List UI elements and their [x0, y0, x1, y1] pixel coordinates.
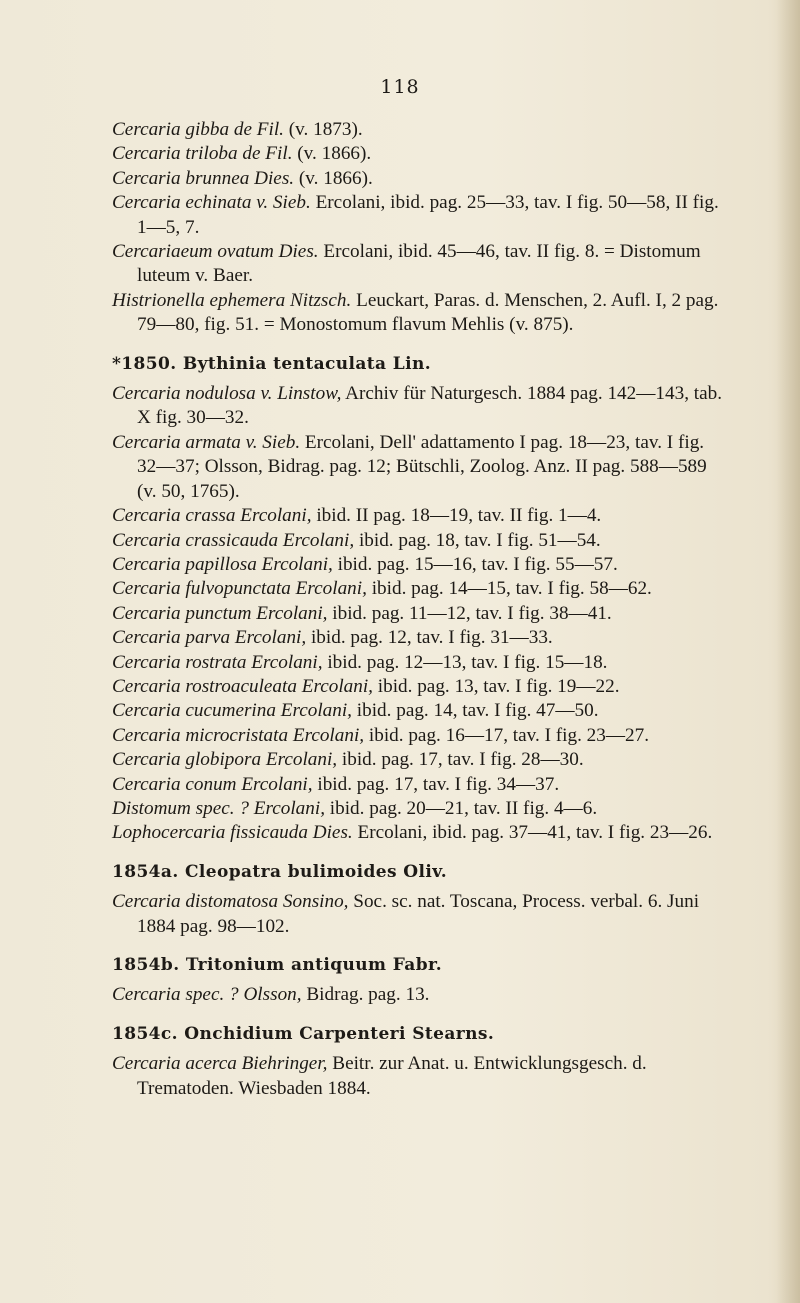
citation-reference: Archiv für Naturgesch. 1884 pag. 142—143, tab. X fig. 30—32.: [137, 383, 723, 429]
bibliography-entry: [112, 191, 724, 240]
citation-reference: Ercolani, ibid. pag. 25—33, tav. I fig. 50—58, II fig. 1—5, 7.: [137, 192, 719, 238]
citation-reference: ibid. pag. 12, tav. I fig. 31—33.: [306, 627, 553, 649]
bibliography-entry: [112, 577, 724, 601]
citation-reference: ibid. II pag. 18—19, tav. II fig. 1—4.: [311, 505, 602, 527]
species-name: Cercaria parva Ercolani,: [112, 627, 307, 649]
bibliography-entry: [112, 240, 724, 289]
citation-reference: Ercolani, ibid. 45—46, tav. II fig. 8. = Distomum luteum v. Baer.: [137, 241, 701, 287]
citation-reference: ibid. pag. 12—13, tav. I fig. 15—18.: [322, 651, 608, 673]
bibliography-entry: [112, 797, 724, 821]
host-species-heading: 1854c. Onchidium Carpenteri Stearns.: [112, 1023, 495, 1044]
citation-reference: Ercolani, ibid. pag. 37—41, tav. I fig. 23—26.: [352, 822, 713, 844]
bibliography-entry: [112, 748, 724, 772]
species-name: Cercaria globipora Ercolani,: [112, 749, 338, 771]
citation-reference: ibid. pag. 14, tav. I fig. 47—50.: [351, 700, 599, 722]
species-name: Cercaria cucumerina Ercolani,: [112, 700, 352, 722]
bibliography-entry: [112, 675, 724, 699]
bibliography-entry: [112, 431, 724, 504]
citation-reference: Bidrag. pag. 13.: [301, 984, 430, 1006]
citation-reference: Soc. sc. nat. Toscana, Process. verbal. 6. Juni 1884 pag. 98—102.: [137, 891, 700, 937]
bibliography-entry: [112, 1052, 724, 1101]
citation-reference: ibid. pag. 16—17, tav. I fig. 23—27.: [364, 724, 650, 746]
citation-reference: ibid. pag. 20—21, tav. II fig. 4—6.: [325, 797, 598, 819]
citation-reference: ibid. pag. 11—12, tav. I fig. 38—41.: [327, 602, 612, 624]
page-number: 118: [380, 76, 420, 98]
bibliography-entry: [112, 167, 724, 191]
species-name: Cercaria echinata v. Sieb.: [112, 192, 311, 214]
species-name: Cercaria triloba de Fil.: [112, 143, 293, 165]
species-name: Cercaria fulvopunctata Ercolani,: [112, 578, 367, 600]
bibliography-entry: [112, 382, 724, 431]
species-name: Cercaria distomatosa Sonsino,: [112, 891, 349, 913]
bibliography-entry: [112, 890, 724, 939]
bibliography-entry: [112, 504, 724, 528]
species-name: Cercaria conum Ercolani,: [112, 773, 313, 795]
page-edge-shadow: [776, 0, 800, 1303]
citation-reference: Ercolani, Dell' adattamento I pag. 18—23, tav. I fig. 32—37; Olsson, Bidrag. pag. 12; Bütschli, Zoolog. Anz. II pag. 588—589 (v. 50, 1765).: [137, 431, 707, 502]
species-name: Cercaria gibba de Fil.: [112, 119, 284, 140]
host-species-heading: *1850. Bythinia tentaculata Lin.: [112, 353, 432, 374]
bibliography-entry: [112, 289, 724, 338]
citation-reference: ibid. pag. 18, tav. I fig. 51—54.: [354, 529, 601, 551]
species-name: Distomum spec. ? Ercolani,: [112, 797, 325, 819]
species-name: Cercaria brunnea Dies.: [112, 167, 295, 189]
bibliography-entry: [112, 821, 724, 845]
species-name: Cercaria crassicauda Ercolani,: [112, 529, 355, 551]
bibliography-entry: [112, 142, 724, 166]
citation-reference: Leuckart, Paras. d. Menschen, 2. Aufl. I, 2 pag. 79—80, fig. 51. = Monostomum flavum Mehlis (v. 875).: [137, 289, 719, 336]
bibliography-entry: [112, 773, 724, 797]
bibliography-entry: [112, 699, 724, 723]
citation-reference: (v. 1866).: [292, 143, 372, 165]
bibliography-entry: [112, 118, 724, 142]
citation-reference: Beitr. zur Anat. u. Entwicklungsgesch. d. Trematoden. Wiesbaden 1884.: [137, 1053, 647, 1099]
bibliography-entry: [112, 602, 724, 626]
citation-reference: (v. 1866).: [294, 167, 373, 189]
species-name: Cercaria papillosa Ercolani,: [112, 553, 333, 575]
bibliography-entry: [112, 553, 724, 577]
citation-reference: ibid. pag. 13, tav. I fig. 19—22.: [372, 675, 620, 697]
species-name: Cercaria punctum Ercolani,: [112, 602, 328, 624]
text-body: [112, 118, 724, 1101]
citation-reference: (v. 1873).: [283, 119, 363, 140]
bibliography-entry: [112, 983, 724, 1007]
species-name: Cercaria microcristata Ercolani,: [112, 724, 365, 746]
species-name: Cercaria rostrata Ercolani,: [112, 651, 323, 673]
host-species-heading: 1854a. Cleopatra bulimoides Oliv.: [112, 861, 448, 882]
species-name: Cercaria nodulosa v. Linstow,: [112, 383, 342, 405]
bibliography-entry: [112, 724, 724, 748]
citation-reference: ibid. pag. 14—15, tav. I fig. 58—62.: [366, 578, 652, 600]
citation-reference: ibid. pag. 15—16, tav. I fig. 55—57.: [332, 553, 618, 575]
species-name: Cercaria acerca Biehringer,: [112, 1053, 328, 1075]
citation-reference: ibid. pag. 17, tav. I fig. 28—30.: [337, 749, 584, 771]
species-name: Cercaria rostroaculeata Ercolani,: [112, 675, 373, 697]
bibliography-entry: [112, 529, 724, 553]
species-name: Cercariaeum ovatum Dies.: [112, 241, 319, 263]
species-name: Histrionella ephemera Nitzsch.: [112, 289, 352, 311]
species-name: Cercaria crassa Ercolani,: [112, 505, 312, 527]
citation-reference: ibid. pag. 17, tav. I fig. 34—37.: [312, 773, 560, 795]
host-species-heading: 1854b. Tritonium antiquum Fabr.: [112, 955, 443, 975]
species-name: Lophocercaria fissicauda Dies.: [112, 822, 353, 844]
bibliography-entry: [112, 626, 724, 650]
bibliography-entry: [112, 651, 724, 675]
species-name: Cercaria spec. ? Olsson,: [112, 984, 302, 1006]
species-name: Cercaria armata v. Sieb.: [112, 431, 301, 453]
